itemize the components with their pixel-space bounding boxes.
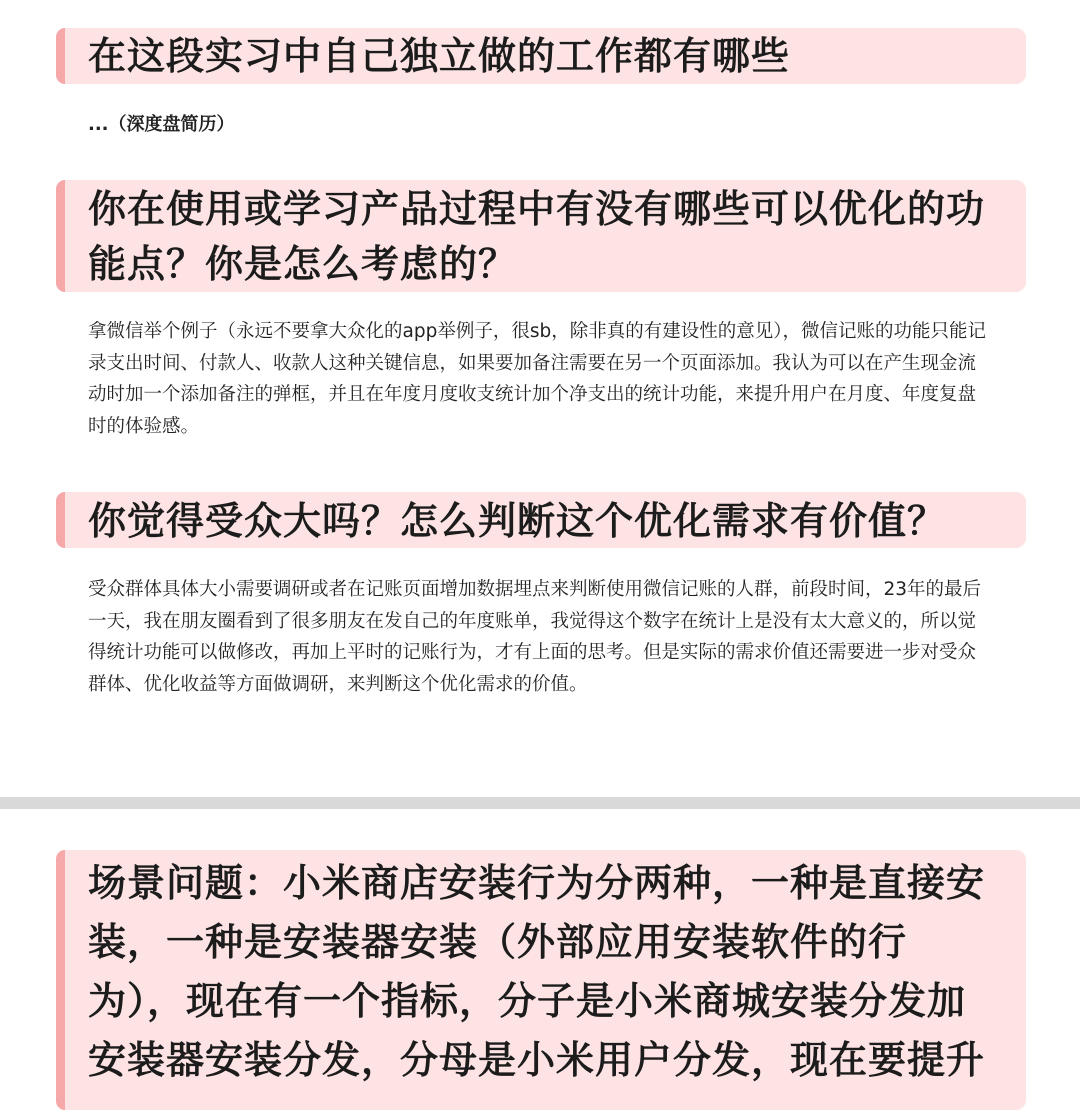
question-heading-text: 你觉得受众大吗？怎么判断这个优化需求有价值？: [88, 499, 947, 543]
question-heading-internship-work: [56, 28, 1026, 84]
answer-paragraph-optimization: 拿微信举个例子（永远不要拿大众化的app举例子，很sb，除非真的有建设性的意见），微信记账的功能只能记录支出时间、付款人、收款人这种关键信息，如果要加备注需要在另一个页面添加。我认为可以在产生现金流动时加一个添加备注的弹框，并且在年度月度收支统计加个净支出的统计功能，来提升用户在月度、年度复盘时的体验感。: [88, 321, 986, 437]
question-heading-line: 安装器安装分发，分母是小米用户分发，现在要提升: [88, 1038, 986, 1082]
question-heading-line: 装，一种是安装器安装（外部应用安装软件的行: [88, 920, 908, 964]
question-heading-audience: [56, 492, 1026, 548]
answer-paragraph-audience: 受众群体具体大小需要调研或者在记账页面增加数据埋点来判断使用微信记账的人群，前段时间，23年的最后一天，我在朋友圈看到了很多朋友在发自己的年度账单，我觉得这个数字在统计上是没有太大意义的，所以觉得统计功能可以做修改，再加上平时的记账行为，才有上面的思考。但是实际的需求价值还需要进一步对受众群体、优化收益等方面做调研，来判断这个优化需求的价值。: [88, 579, 982, 695]
question-heading-optimization: [56, 180, 1026, 292]
question-heading-text: 在这段实习中自己独立做的工作都有哪些: [88, 34, 791, 78]
question-heading-line: 为），现在有一个指标，分子是小米商城安装分发加: [88, 979, 967, 1023]
note-text: ...（深度盘简历）: [88, 114, 235, 135]
section-divider: [0, 797, 1080, 809]
question-heading-line: 能点？你是怎么考虑的？: [88, 242, 518, 286]
question-heading-line: 场景问题：小米商店安装行为分两种，一种是直接安: [88, 861, 986, 905]
question-heading-line: 你在使用或学习产品过程中有没有哪些可以优化的功: [88, 187, 986, 231]
question-heading-scenario: [56, 850, 1026, 1110]
